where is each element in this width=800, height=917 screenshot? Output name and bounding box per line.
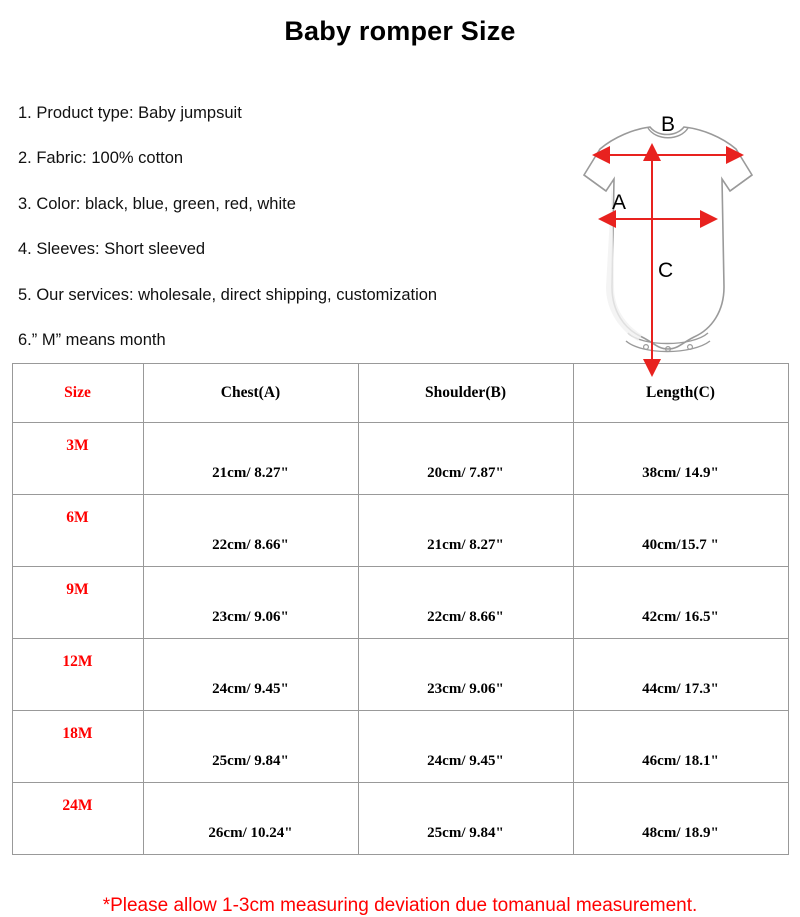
cell-size: 12M [12, 639, 143, 711]
table-row [12, 783, 788, 855]
cell-size: 3M [12, 423, 143, 495]
cell-size: 18M [12, 711, 143, 783]
cell-length: 42cm/ 16.5" [573, 567, 788, 639]
page-title: Baby romper Size [284, 16, 516, 46]
romper-outline [584, 127, 752, 352]
table-row [12, 639, 788, 711]
cell-shoulder: 22cm/ 8.66" [358, 567, 573, 639]
product-features-list [18, 103, 538, 376]
feature-item: 1. Product type: Baby jumpsuit [18, 104, 242, 122]
feature-item: 2. Fabric: 100% cotton [18, 149, 184, 168]
diagram-label-a: A [612, 191, 627, 214]
cell-length: 46cm/ 18.1" [573, 711, 788, 783]
cell-chest: 22cm/ 8.66" [143, 495, 358, 567]
cell-size: 24M [12, 783, 143, 855]
diagram-label-c: C [658, 259, 674, 282]
table-row [12, 711, 788, 783]
romper-diagram [542, 97, 792, 387]
measurement-disclaimer: *Please allow 1-3cm measuring deviation due tomanual measurement. [102, 895, 698, 916]
cell-shoulder: 20cm/ 7.87" [358, 423, 573, 495]
cell-length: 48cm/ 18.9" [573, 783, 788, 855]
header-size: Size [12, 364, 143, 423]
cell-shoulder: 21cm/ 8.27" [358, 495, 573, 567]
cell-shoulder: 24cm/ 9.45" [358, 711, 573, 783]
table-row [12, 495, 788, 567]
cell-size: 9M [12, 567, 143, 639]
table-row [12, 567, 788, 639]
cell-length: 44cm/ 17.3" [573, 639, 788, 711]
cell-size: 6M [12, 495, 143, 567]
cell-shoulder: 25cm/ 9.84" [358, 783, 573, 855]
feature-item: 6.” M” means month [18, 331, 166, 350]
cell-chest: 26cm/ 10.24" [143, 783, 358, 855]
feature-item: 5. Our services: wholesale, direct shipping, customization [18, 285, 438, 304]
header-shoulder: Shoulder(B) [358, 364, 573, 423]
cell-length: 40cm/15.7 " [573, 495, 788, 567]
feature-item: 3. Color: black, blue, green, red, white [18, 194, 296, 213]
top-section [0, 53, 800, 353]
size-table [12, 363, 789, 855]
cell-length: 38cm/ 14.9" [573, 423, 788, 495]
header-chest: Chest(A) [143, 364, 358, 423]
cell-chest: 23cm/ 9.06" [143, 567, 358, 639]
table-row [12, 423, 788, 495]
cell-chest: 21cm/ 8.27" [143, 423, 358, 495]
feature-item: 4. Sleeves: Short sleeved [18, 240, 206, 259]
cell-chest: 24cm/ 9.45" [143, 639, 358, 711]
cell-shoulder: 23cm/ 9.06" [358, 639, 573, 711]
header-length: Length(C) [573, 364, 788, 423]
diagram-label-b: B [661, 113, 676, 136]
cell-chest: 25cm/ 9.84" [143, 711, 358, 783]
